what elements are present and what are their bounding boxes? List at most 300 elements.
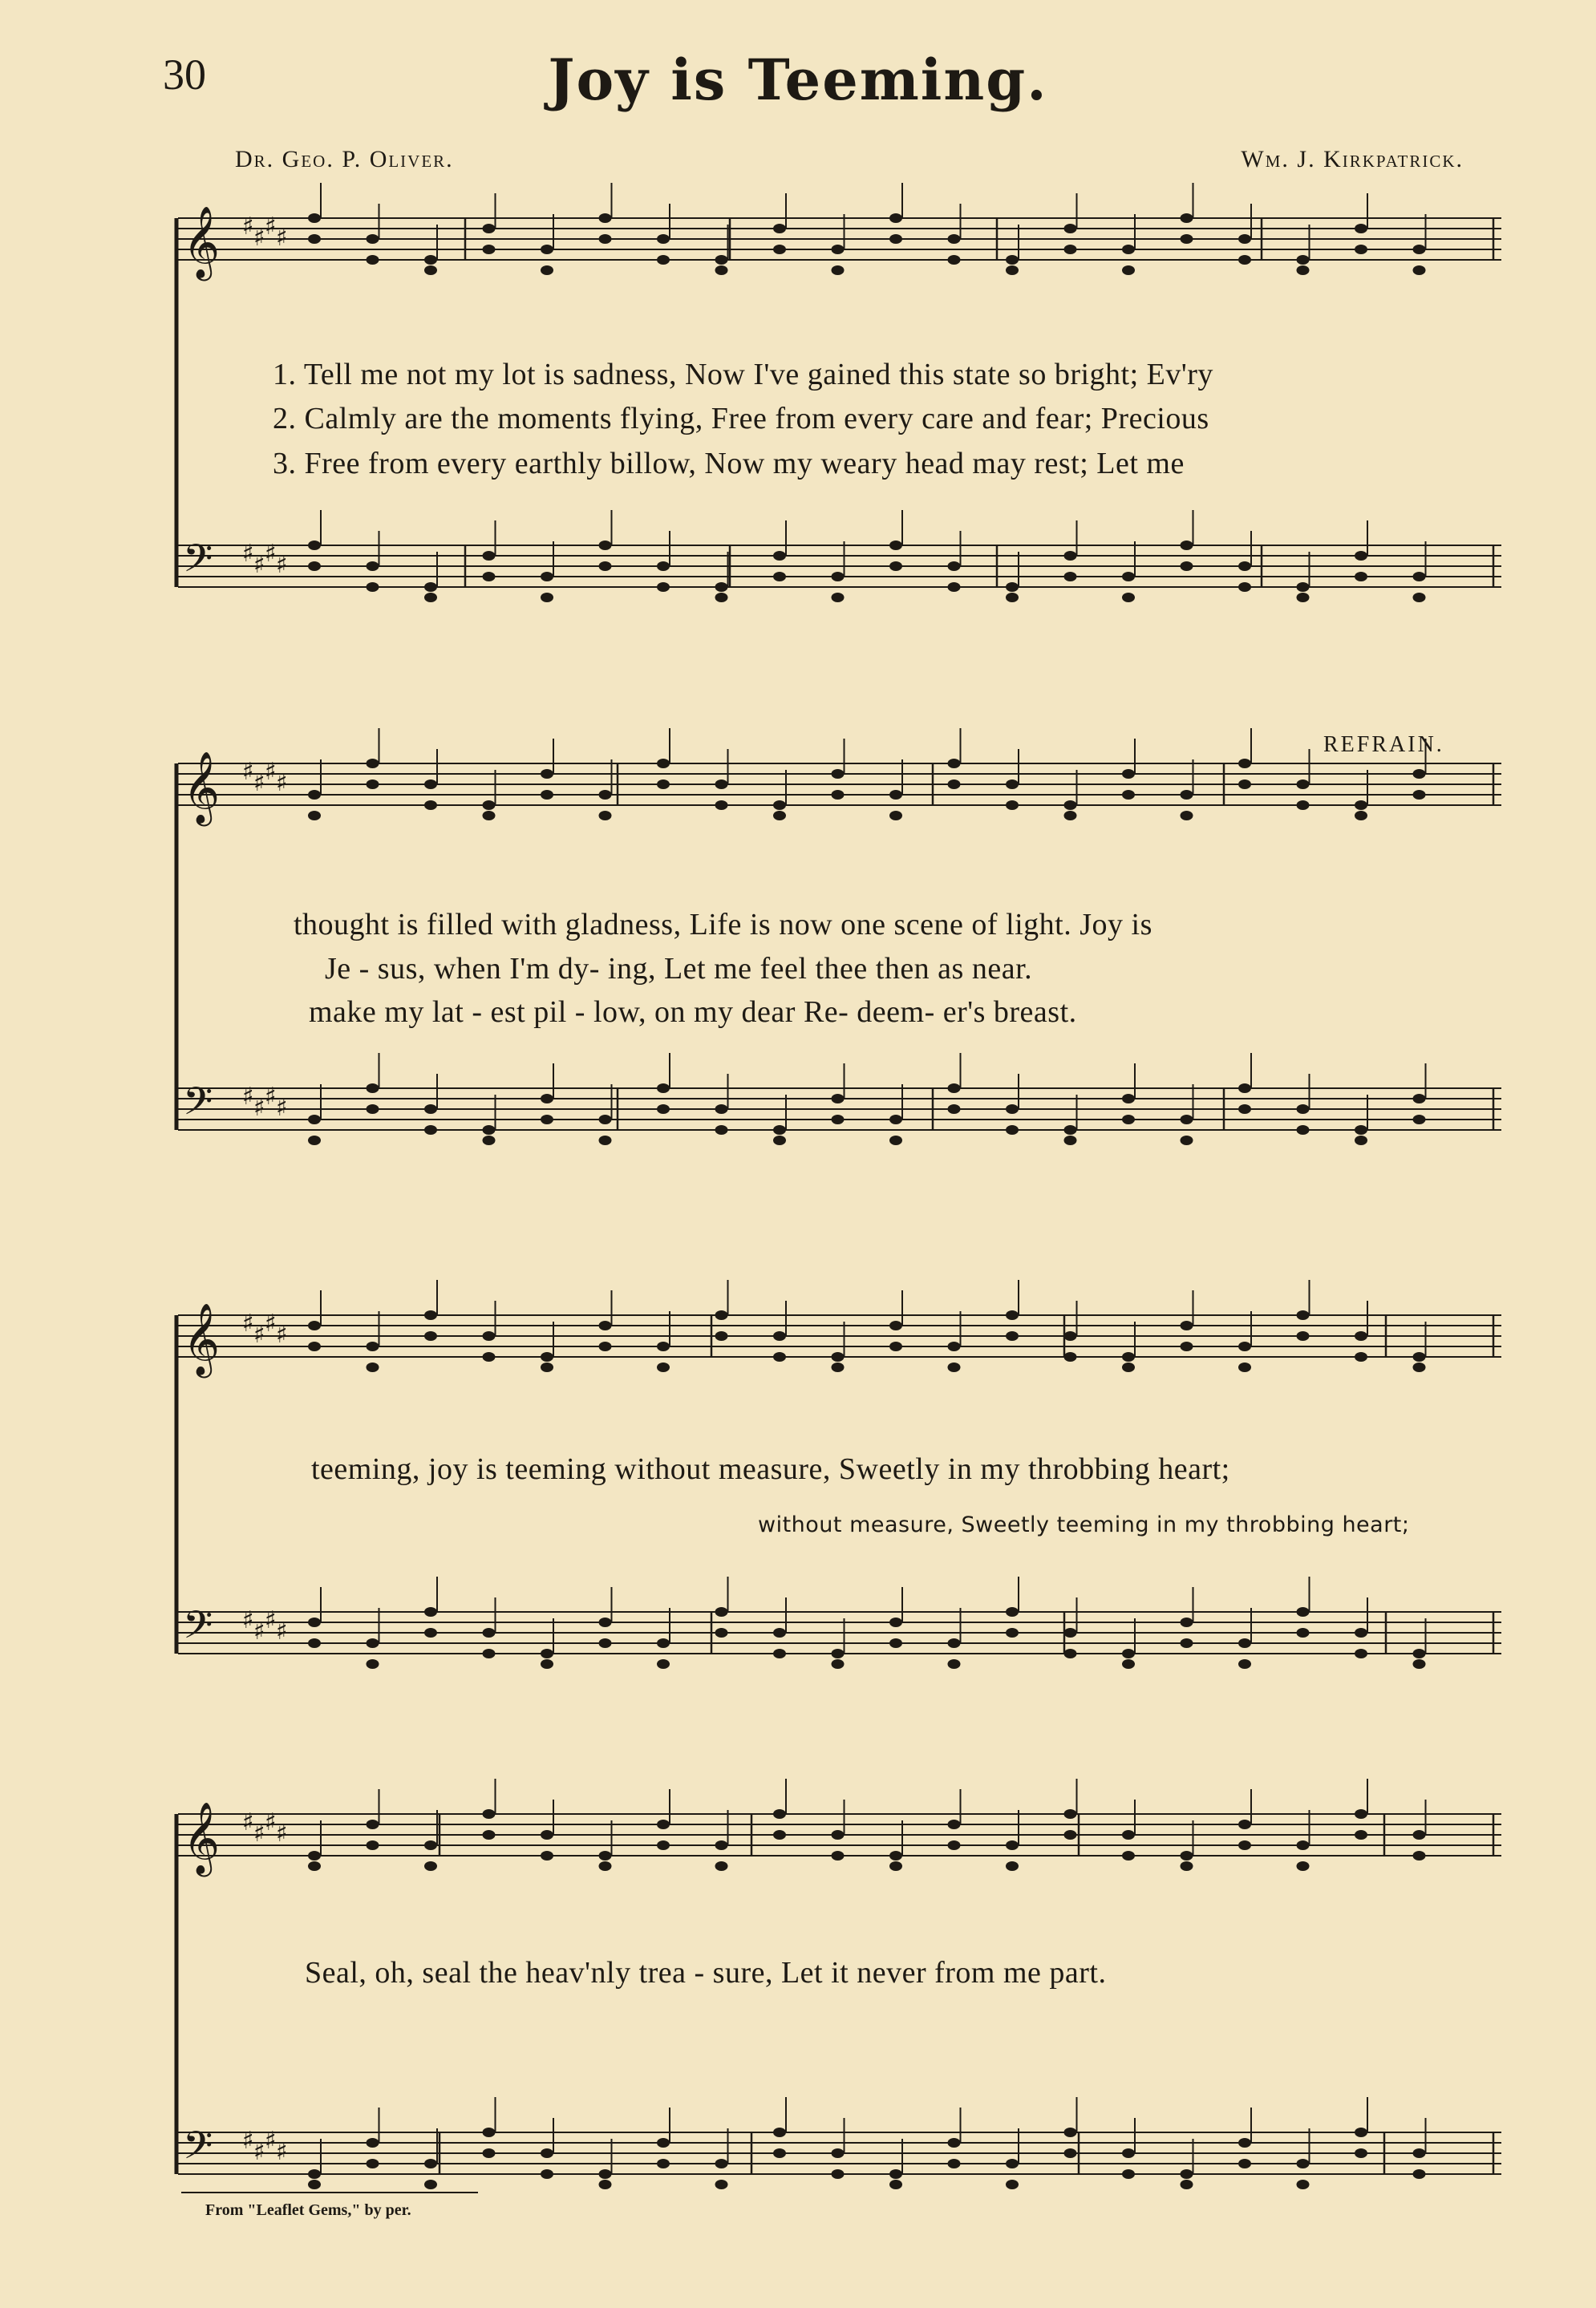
notehead [832,245,845,254]
notehead [832,1363,845,1372]
notehead [657,1104,670,1114]
notehead [1355,1352,1367,1362]
notehead [599,2180,612,2189]
notehead [1238,1363,1251,1372]
notehead [367,779,379,789]
notehead [832,769,845,779]
notehead [1122,769,1135,779]
notehead [773,551,786,561]
notehead [1006,2159,1019,2168]
notehead [1181,790,1193,800]
notehead [1181,1851,1193,1861]
notehead [483,1331,496,1341]
notehead [715,779,728,789]
notehead [773,1830,786,1840]
sharp-icon: ♯ [276,224,288,252]
notehead [715,1104,728,1114]
sharp-icon: ♯ [242,1808,254,1836]
notehead [367,234,379,244]
notehead [1413,790,1426,800]
sharp-icon: ♯ [242,2127,254,2155]
notehead [1355,551,1367,561]
notehead [424,1861,437,1871]
notehead [367,1342,379,1351]
notehead [715,1840,728,1850]
notehead [1181,1115,1193,1124]
lyric-refrain-line2: Seal, oh, seal the heav'nly trea - sure, Let it never from me part. [305,1956,1107,1990]
lyric-refrain-bass-line1: without measure, Sweetly teeming in my throbbing heart; [758,1512,1410,1537]
notehead [1006,1310,1019,1320]
notehead [1181,1342,1193,1351]
sharp-icon: ♯ [242,213,254,241]
notehead [541,2169,553,2179]
sharp-icon: ♯ [276,1618,288,1646]
notehead [1238,1638,1251,1648]
notehead [599,2169,612,2179]
sharp-icon: ♯ [253,1321,265,1349]
notehead [599,561,612,571]
notehead [1006,1125,1019,1135]
notehead [657,582,670,592]
notehead [1413,1352,1426,1362]
notehead [1238,561,1251,571]
score-notation [176,183,1501,2189]
sharp-icon: ♯ [276,2138,288,2166]
notehead [948,1342,961,1351]
treble-clef-icon: 𝄞 [183,751,221,824]
notehead [1181,561,1193,571]
notehead [773,1352,786,1362]
notehead [1181,2169,1193,2179]
lyric-verse1-line2: thought is filled with gladness, Life is now one scene of light. Joy is [294,908,1152,941]
notehead [1238,759,1251,768]
notehead [1355,224,1367,233]
notehead [773,572,786,581]
notehead [715,2159,728,2168]
notehead [948,1104,961,1114]
notehead [1006,1331,1019,1341]
notehead [424,1607,437,1617]
notehead [483,1809,496,1819]
notehead [773,1125,786,1135]
sharp-icon: ♯ [265,1606,277,1634]
sharp-icon: ♯ [253,551,265,579]
notehead [367,1659,379,1669]
notehead [715,1628,728,1638]
page-number: 30 [163,51,206,99]
notehead [715,1607,728,1617]
notehead [541,593,553,602]
notehead [1355,1649,1367,1658]
notehead [424,1125,437,1135]
notehead [1064,811,1077,820]
notehead [424,1840,437,1850]
notehead [657,2159,670,2168]
notehead [657,1363,670,1372]
sharp-icon: ♯ [265,1808,277,1836]
notehead [1064,1830,1077,1840]
notehead [599,1321,612,1330]
notehead [599,811,612,820]
notehead [1064,224,1077,233]
notehead [889,541,902,550]
notehead [483,800,496,810]
notehead [483,2128,496,2137]
notehead [1064,1628,1077,1638]
sharp-icon: ♯ [265,213,277,241]
notehead [1413,245,1426,254]
notehead [1006,1607,1019,1617]
notehead [1355,1830,1367,1840]
notehead [1413,1830,1426,1840]
notehead [832,1851,845,1861]
notehead [773,2128,786,2137]
notehead [832,572,845,581]
sharp-icon: ♯ [265,540,277,568]
notehead [1355,572,1367,581]
bass-clef-icon: 𝄢 [183,1602,213,1657]
notehead [1297,1331,1310,1341]
notehead [483,811,496,820]
notehead [889,1861,902,1871]
notehead [599,1618,612,1627]
notehead [1006,1861,1019,1871]
notehead [308,1851,321,1861]
notehead [715,2180,728,2189]
notehead [1297,265,1310,275]
notehead [1297,1310,1310,1320]
notehead [1238,779,1251,789]
notehead [715,255,728,265]
notehead [715,265,728,275]
notehead [889,790,902,800]
notehead [657,1659,670,1669]
notehead [367,255,379,265]
notehead [832,1830,845,1840]
notehead [367,1104,379,1114]
notehead [1297,255,1310,265]
notehead [832,790,845,800]
notehead [948,582,961,592]
notehead [1297,779,1310,789]
notehead [599,541,612,550]
sharp-icon: ♯ [276,551,288,579]
notehead [424,800,437,810]
notehead [308,1115,321,1124]
notehead [599,234,612,244]
notehead [599,1115,612,1124]
notehead [599,790,612,800]
notehead [1122,593,1135,602]
notehead [1413,1659,1426,1669]
sharp-icon: ♯ [242,1310,254,1338]
notehead [1064,1136,1077,1145]
notehead [1413,1094,1426,1103]
sharp-icon: ♯ [253,1618,265,1646]
notehead [773,1331,786,1341]
notehead [715,1310,728,1320]
notehead [948,779,961,789]
notehead [948,1083,961,1093]
notehead [1297,1607,1310,1617]
notehead [1297,1104,1310,1114]
notehead [483,2148,496,2158]
notehead [1413,1851,1426,1861]
notehead [483,1125,496,1135]
treble-clef-icon: 𝄞 [183,1303,221,1375]
notehead [483,224,496,233]
notehead [832,1094,845,1103]
notehead [948,1820,961,1829]
footer-source: From "Leaflet Gems," by per. [205,2201,411,2219]
notehead [1006,1104,1019,1114]
notehead [1064,245,1077,254]
notehead [1181,234,1193,244]
notehead [1064,2148,1077,2158]
notehead [541,769,553,779]
notehead [483,245,496,254]
notehead [1297,1125,1310,1135]
notehead [948,234,961,244]
notehead [1238,1342,1251,1351]
notehead [889,1136,902,1145]
notehead [773,245,786,254]
notehead [541,1352,553,1362]
notehead [1413,1115,1426,1124]
notehead [308,234,321,244]
notehead [889,2169,902,2179]
notehead [483,1352,496,1362]
notehead [308,790,321,800]
notehead [367,1363,379,1372]
notehead [889,213,902,223]
notehead [1297,2180,1310,2189]
notehead [424,1104,437,1114]
notehead [541,790,553,800]
notehead [1181,1136,1193,1145]
notehead [1297,1628,1310,1638]
notehead [948,2159,961,2168]
notehead [424,582,437,592]
notehead [657,779,670,789]
notehead [541,245,553,254]
notehead [1006,1840,1019,1850]
sharp-icon: ♯ [253,2138,265,2166]
notehead [1355,811,1367,820]
notehead [367,2159,379,2168]
notehead [1181,541,1193,550]
notehead [308,811,321,820]
treble-clef-icon: 𝄞 [183,1802,221,1874]
notehead [1355,1809,1367,1819]
notehead [483,1628,496,1638]
notehead [948,1638,961,1648]
notehead [715,1331,728,1341]
notehead [948,255,961,265]
notehead [599,213,612,223]
notehead [308,1321,321,1330]
notehead [773,1136,786,1145]
notehead [715,582,728,592]
notehead [948,2138,961,2148]
notehead [424,1310,437,1320]
notehead [657,234,670,244]
notehead [541,572,553,581]
notehead [1122,1115,1135,1124]
notehead [657,255,670,265]
notehead [773,811,786,820]
notehead [424,2180,437,2189]
notehead [367,1820,379,1829]
notehead [1064,1809,1077,1819]
notehead [1413,265,1426,275]
notehead [1122,1830,1135,1840]
lyric-verse2-line1: 2. Calmly are the moments flying, Free from every care and fear; Precious [273,402,1209,435]
notehead [773,800,786,810]
sharp-icon: ♯ [253,769,265,797]
sharp-icon: ♯ [265,1310,277,1338]
notehead [1064,551,1077,561]
notehead [308,541,321,550]
notehead [541,1830,553,1840]
notehead [657,759,670,768]
sharp-icon: ♯ [242,1606,254,1634]
notehead [1181,1321,1193,1330]
notehead [1006,1628,1019,1638]
notehead [424,1331,437,1341]
notehead [1181,811,1193,820]
notehead [1064,1331,1077,1341]
notehead [1122,2148,1135,2158]
notehead [1355,245,1367,254]
notehead [657,1083,670,1093]
notehead [1122,1094,1135,1103]
notehead [832,2169,845,2179]
notehead [1064,1352,1077,1362]
notehead [367,561,379,571]
notehead [367,1083,379,1093]
lyric-refrain-line1: teeming, joy is teeming without measure, Sweetly in my throbbing heart; [311,1452,1230,1486]
notehead [308,1136,321,1145]
notehead [1355,2128,1367,2137]
notehead [1413,572,1426,581]
notehead [832,265,845,275]
notehead [1064,572,1077,581]
notehead [1413,2169,1426,2179]
notehead [1238,234,1251,244]
notehead [1297,800,1310,810]
sharp-icon: ♯ [265,1083,277,1111]
notehead [1355,1628,1367,1638]
notehead [1413,1649,1426,1658]
bass-clef-icon: 𝄢 [183,2123,213,2177]
notehead [424,779,437,789]
notehead [1355,2148,1367,2158]
notehead [541,1363,553,1372]
notehead [1413,2148,1426,2158]
notehead [483,551,496,561]
notehead [948,1659,961,1669]
notehead [1181,1861,1193,1871]
sharp-icon: ♯ [253,1094,265,1122]
notehead [1122,2169,1135,2179]
notehead [1122,265,1135,275]
notehead [715,593,728,602]
notehead [1355,1136,1367,1145]
notehead [1006,800,1019,810]
notehead [889,234,902,244]
notehead [1122,1363,1135,1372]
notehead [599,1136,612,1145]
sharp-icon: ♯ [242,540,254,568]
notehead [367,759,379,768]
notehead [657,1820,670,1829]
notehead [367,2138,379,2148]
notehead [1181,1638,1193,1648]
notehead [308,1638,321,1648]
sharp-icon: ♯ [276,1321,288,1349]
sharp-icon: ♯ [265,758,277,786]
notehead [1238,2159,1251,2168]
notehead [948,1363,961,1372]
notehead [308,1861,321,1871]
notehead [483,1136,496,1145]
notehead [599,1638,612,1648]
notehead [889,1321,902,1330]
notehead [889,1851,902,1861]
notehead [1297,1861,1310,1871]
notehead [1006,582,1019,592]
notehead [424,593,437,602]
notehead [541,265,553,275]
notehead [889,1638,902,1648]
notehead [1297,593,1310,602]
notehead [1297,2159,1310,2168]
notehead [1064,2128,1077,2137]
notehead [1238,255,1251,265]
notehead [657,2138,670,2148]
notehead [832,1115,845,1124]
bass-clef-icon: 𝄢 [183,1079,213,1133]
notehead [1413,593,1426,602]
notehead [1297,1840,1310,1850]
sharp-icon: ♯ [276,1820,288,1848]
notehead [308,213,321,223]
notehead [599,1851,612,1861]
notehead [773,2148,786,2158]
notehead [599,1861,612,1871]
sharp-icon: ♯ [265,2127,277,2155]
notehead [541,1094,553,1103]
notehead [1181,1618,1193,1627]
notehead [483,1649,496,1658]
notehead [1355,1125,1367,1135]
notehead [541,1649,553,1658]
lyric-verse2-line2: Je - sus, when I'm dy- ing, Let me feel thee then as near. [325,952,1033,986]
notehead [1006,255,1019,265]
notehead [1355,800,1367,810]
notehead [832,1659,845,1669]
notehead [948,1840,961,1850]
notehead [715,1861,728,1871]
lyricist-credit: Dr. Geo. P. Oliver. [235,146,454,172]
notehead [483,1830,496,1840]
notehead [889,811,902,820]
notehead [832,1352,845,1362]
notehead [657,561,670,571]
notehead [889,1115,902,1124]
notehead [948,759,961,768]
